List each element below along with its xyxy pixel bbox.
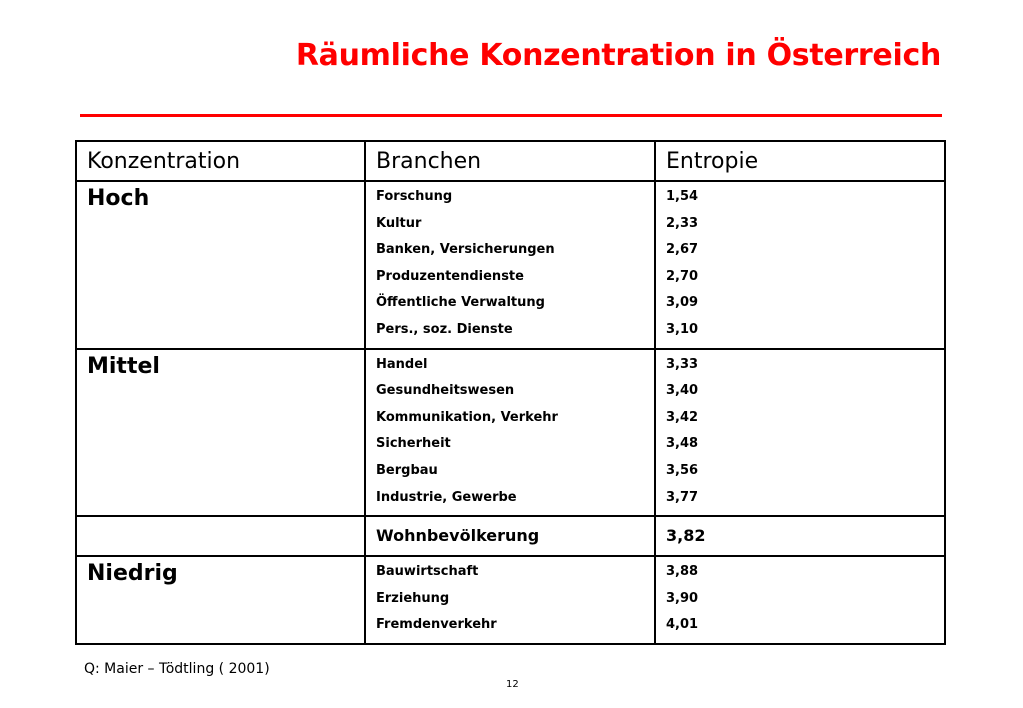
branch-cell: [365, 556, 655, 644]
level-cell: [76, 349, 365, 517]
branch-item: Bergbau: [376, 462, 438, 478]
level-cell: [76, 181, 365, 349]
branch-cell: [365, 181, 655, 349]
concentration-table: [75, 140, 946, 645]
group-row-niedrig: [76, 556, 945, 644]
header-entropie: Entropie: [655, 141, 945, 181]
entropy-value: 3,90: [666, 590, 699, 606]
branch-item: Forschung: [376, 189, 453, 204]
entropy-value: 3,42: [666, 409, 699, 425]
reference-entropy: 3,82: [666, 526, 706, 546]
branch-item: Gesundheitswesen: [376, 383, 515, 399]
level-label: Mittel: [87, 353, 160, 379]
branch-item: Bauwirtschaft: [376, 564, 479, 580]
branch-cell: [365, 516, 655, 556]
entropy-value: 3,56: [666, 462, 699, 478]
entropy-value: 1,54: [666, 189, 699, 204]
header-branchen: Branchen: [365, 141, 655, 181]
entropy-cell: [655, 349, 945, 517]
entropy-value: 3,40: [666, 383, 699, 399]
entropy-value: 3,88: [666, 564, 699, 580]
level-cell: [76, 556, 365, 644]
entropy-value: 3,77: [666, 489, 699, 505]
entropy-value: 2,67: [666, 242, 699, 258]
entropy-value: 3,10: [666, 321, 699, 337]
source-citation: Q: Maier – Tödtling ( 2001): [84, 661, 270, 677]
entropy-cell: [655, 556, 945, 644]
title-underline: [80, 114, 942, 117]
branch-item: Pers., soz. Dienste: [376, 321, 513, 337]
entropy-value: 3,09: [666, 295, 699, 311]
page-number: 12: [506, 679, 519, 690]
branch-item: Kommunikation, Verkehr: [376, 409, 558, 425]
group-row-mittel: [76, 349, 945, 517]
branch-item: Sicherheit: [376, 436, 451, 452]
branch-cell: [365, 349, 655, 517]
level-label: Hoch: [87, 186, 150, 211]
level-label: Niedrig: [87, 561, 178, 587]
branch-item: Industrie, Gewerbe: [376, 489, 517, 505]
group-row-hoch: [76, 181, 945, 349]
branch-item: Banken, Versicherungen: [376, 242, 555, 258]
entropy-value: 3,33: [666, 356, 699, 372]
branch-item: Fremdenverkehr: [376, 617, 497, 633]
level-cell: [76, 516, 365, 556]
entropy-value: 2,33: [666, 215, 699, 231]
branch-item: Handel: [376, 356, 428, 372]
reference-row: [76, 516, 945, 556]
entropy-cell: [655, 181, 945, 349]
branch-item: Kultur: [376, 215, 422, 231]
branch-item: Öffentliche Verwaltung: [376, 295, 545, 311]
branch-item: Produzentendienste: [376, 268, 524, 284]
entropy-value: 3,48: [666, 436, 699, 452]
entropy-value: 4,01: [666, 617, 699, 633]
slide-title: Räumliche Konzentration in Österreich: [295, 38, 941, 73]
branch-item: Erziehung: [376, 590, 450, 606]
entropy-cell: [655, 516, 945, 556]
entropy-value: 2,70: [666, 268, 699, 284]
header-konzentration: Konzentration: [76, 141, 365, 181]
header-row: [76, 141, 945, 181]
reference-branch: Wohnbevölkerung: [376, 526, 540, 546]
